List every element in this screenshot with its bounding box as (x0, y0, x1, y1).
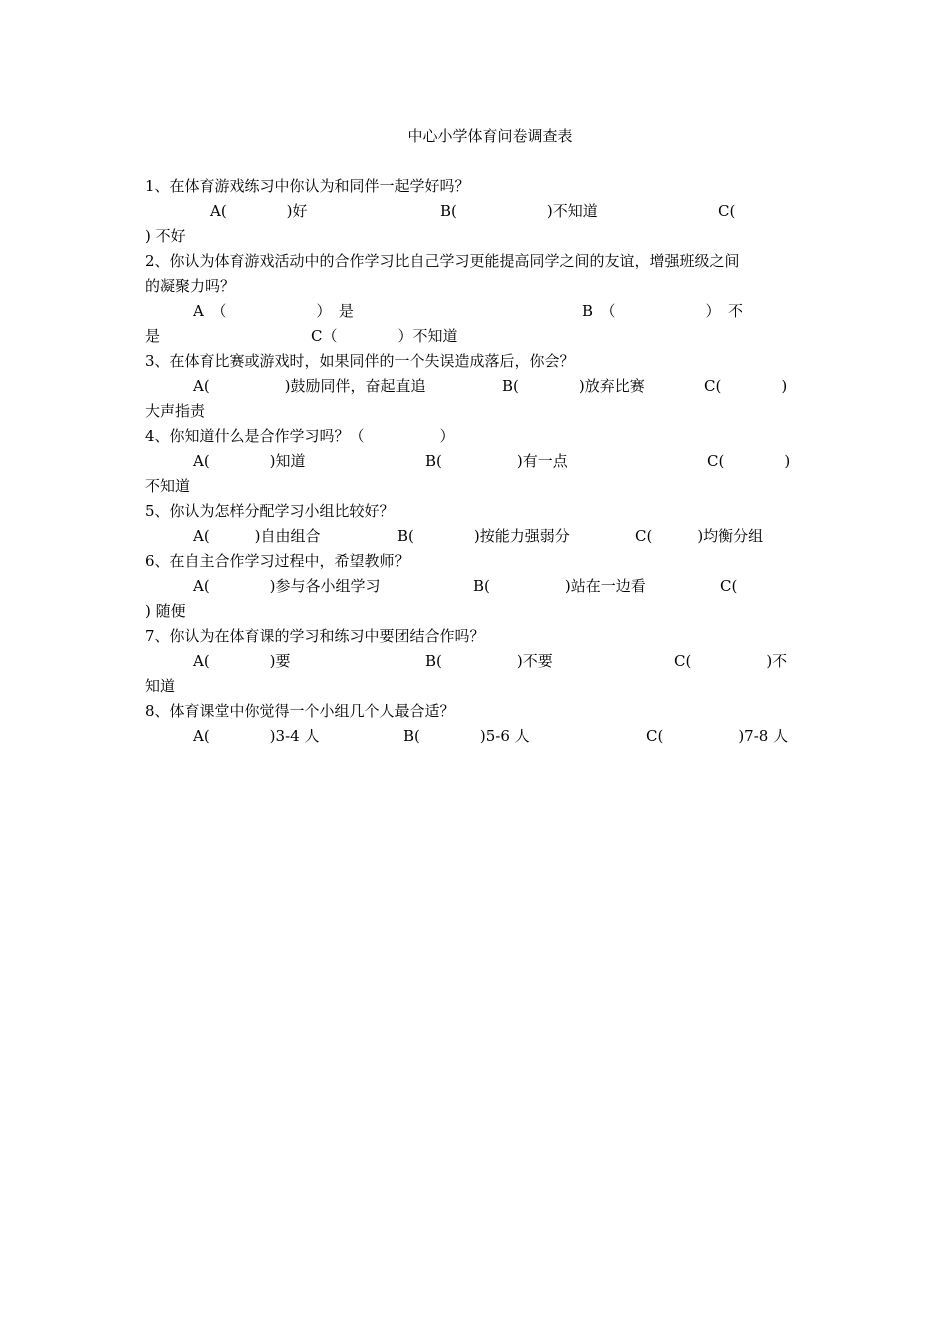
question-3: 3、在体育比赛或游戏时，如果同伴的一个失误造成落后，你会？ (145, 352, 575, 370)
q5-option-b: B( )按能力强弱分 (397, 527, 570, 545)
question-5: 5、你认为怎样分配学习小组比较好？ (145, 502, 395, 520)
q6-option-c-continued: ) 随便 (145, 602, 186, 620)
page-title: 中心小学体育问卷调查表 (407, 127, 573, 145)
q7-option-c: C( )不 (674, 652, 788, 670)
q6-option-a: A( )参与各小组学习 (193, 577, 381, 595)
question-2-line-2: 的凝聚力吗？ (145, 277, 236, 295)
q4-option-c-continued: 不知道 (145, 477, 191, 495)
q4-option-a: A( )知道 (193, 452, 306, 470)
question-8: 8、体育课堂中你觉得一个小组几个人最合适？ (145, 702, 455, 720)
q6-option-c: C( (720, 577, 738, 595)
q1-option-a: A( )好 (210, 202, 308, 220)
q5-option-a: A( )自由组合 (193, 527, 321, 545)
q8-option-a: A( )3-4 人 (193, 727, 320, 745)
q1-option-c-continued: ) 不好 (145, 227, 186, 245)
q2-option-a: A （ ） 是 (193, 302, 354, 320)
q6-option-b: B( )站在一边看 (473, 577, 646, 595)
q4-option-c: C( ) (707, 452, 791, 470)
q1-option-c: C( (718, 202, 736, 220)
q2-option-c: C（ ）不知道 (311, 327, 458, 345)
q5-option-c: C( )均衡分组 (635, 527, 764, 545)
q4-option-b: B( )有一点 (425, 452, 568, 470)
q3-option-c-continued: 大声指责 (145, 402, 206, 420)
q2-option-b: B （ ） 不 (582, 302, 744, 320)
q3-option-b: B( )放弃比赛 (502, 377, 645, 395)
q7-option-b: B( )不要 (425, 652, 553, 670)
question-4: 4、你知道什么是合作学习吗？（ ） (145, 427, 455, 445)
q1-option-b: B( )不知道 (440, 202, 598, 220)
question-7: 7、你认为在体育课的学习和练习中要团结合作吗？ (145, 627, 485, 645)
q7-option-c-continued: 知道 (145, 677, 176, 695)
q7-option-a: A( )要 (193, 652, 291, 670)
q8-option-c: C( )7-8 人 (646, 727, 789, 745)
question-1: 1、在体育游戏练习中你认为和同伴一起学好吗？ (145, 177, 470, 195)
q3-option-c: C( ) (704, 377, 788, 395)
question-2-line-1: 2、你认为体育游戏活动中的合作学习比自己学习更能提高同学之间的友谊，增强班级之间 (145, 252, 740, 270)
q8-option-b: B( )5-6 人 (403, 727, 530, 745)
q2-option-b-continued: 是 (145, 327, 161, 345)
q3-option-a: A( )鼓励同伴，奋起直追 (193, 377, 426, 395)
question-6: 6、在自主合作学习过程中，希望教师？ (145, 552, 410, 570)
